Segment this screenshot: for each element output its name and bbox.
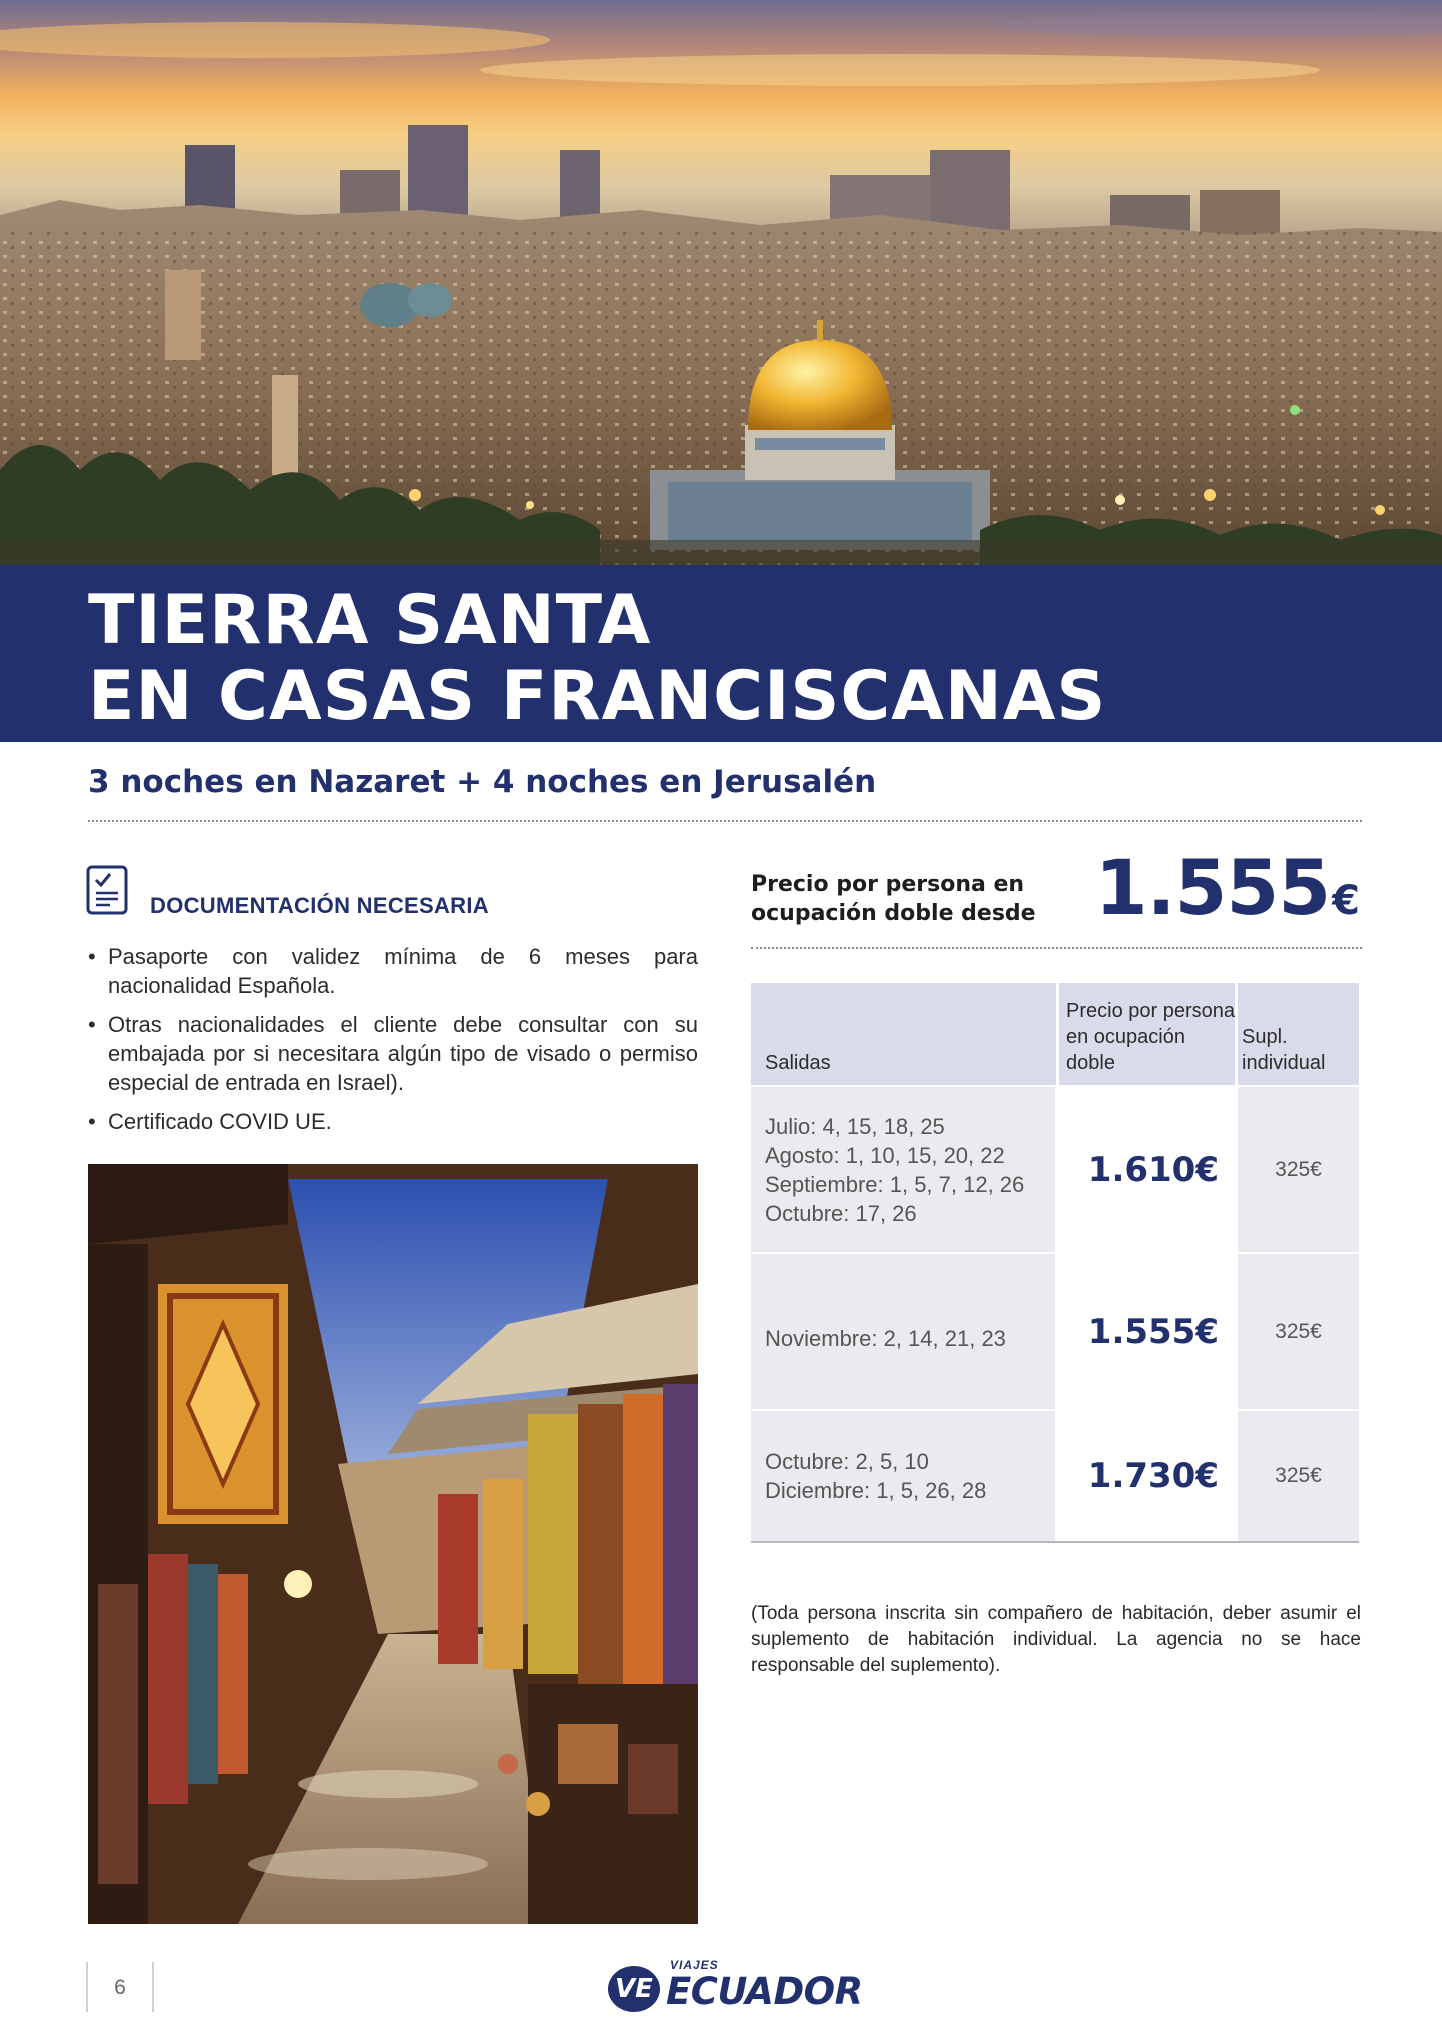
- logo-mark-text: VE: [615, 1974, 653, 2004]
- departure-dates: Diciembre: 1, 5, 26, 28: [765, 1478, 987, 1503]
- row-supplement: 325€: [1275, 1157, 1322, 1181]
- salidas-cell: [751, 1254, 1055, 1409]
- table-row: [751, 1085, 1359, 1252]
- header-suplemento: Supl. individual: [1242, 1026, 1326, 1074]
- row-price: 1.730€: [1087, 1456, 1219, 1496]
- title-band: [0, 565, 1442, 742]
- table-bottom-rule: [751, 1541, 1359, 1543]
- departure-dates: Noviembre: 2, 14, 21, 23: [765, 1326, 1006, 1351]
- page-title-line-2: EN CASAS FRANCISCANAS: [88, 657, 1107, 736]
- price-cell: [1058, 1254, 1235, 1409]
- viajes-ecuador-logo: [608, 1958, 863, 2016]
- documentation-item: • Otras nacionalidades el cliente debe consultar con su embajada por si necesitara algún tipo de visado o permiso especial de entrada en Israel).: [88, 1010, 698, 1097]
- header-precio: Precio por persona en ocupación doble: [1066, 1000, 1235, 1074]
- price-cell: [1058, 1087, 1235, 1252]
- page-number: 6: [114, 1976, 126, 1999]
- column-separator: [1235, 983, 1238, 1085]
- supplement-note: (Toda persona inscrita sin compañero de habitación, deber asumir el suplemento de habitación individual. La agencia no se hace responsable del suplemento).: [751, 1603, 1361, 1676]
- column-separator: [1056, 983, 1059, 1085]
- salidas-cell: [751, 1411, 1055, 1541]
- price-from-currency: €: [1332, 878, 1360, 924]
- table-row: [751, 1409, 1359, 1541]
- page-title-line-1: TIERRA SANTA: [88, 581, 652, 660]
- header-salidas: Salidas: [765, 1052, 831, 1074]
- price-from-number: 1.555: [1094, 843, 1331, 932]
- logo-big-text: ECUADOR: [666, 1970, 863, 2013]
- supplement-cell: [1238, 1254, 1359, 1409]
- documentation-heading: DOCUMENTACIÓN NECESARIA: [150, 893, 489, 918]
- price-table: [751, 983, 1359, 1543]
- logo-mark-icon: [608, 1966, 660, 2012]
- salidas-cell: [751, 1087, 1055, 1252]
- price-cell: [1058, 1411, 1235, 1541]
- table-row: [751, 1252, 1359, 1409]
- departure-dates: Agosto: 1, 10, 15, 20, 22: [765, 1142, 1005, 1168]
- row-price: 1.610€: [1087, 1149, 1219, 1190]
- price-from-label: Precio por persona en ocupación doble desde: [751, 872, 1036, 926]
- departure-dates: Julio: 4, 15, 18, 25: [765, 1113, 945, 1139]
- document-checklist-icon: [86, 865, 128, 915]
- market-photo: [88, 1164, 698, 1924]
- page-number-box: [86, 1962, 154, 2012]
- supplement-cell: [1238, 1087, 1359, 1252]
- documentation-item: • Certificado COVID UE.: [88, 1107, 698, 1136]
- row-price: 1.555€: [1087, 1311, 1219, 1352]
- documentation-item: • Pasaporte con validez mínima de 6 meses para nacionalidad Española.: [88, 942, 698, 1000]
- row-supplement: 325€: [1275, 1319, 1322, 1343]
- departure-dates: Octubre: 2, 5, 10: [765, 1449, 929, 1474]
- market-street-illustration: [88, 1164, 698, 1924]
- jerusalem-skyline-illustration: [0, 0, 1442, 565]
- page-subtitle: 3 noches en Nazaret + 4 noches en Jerusalén: [88, 764, 877, 800]
- departure-dates: Octubre: 17, 26: [765, 1200, 917, 1226]
- divider: [751, 947, 1362, 949]
- supplement-cell: [1238, 1411, 1359, 1541]
- logo-small-text: VIAJES: [670, 1958, 719, 1972]
- price-from-amount: [1094, 843, 1360, 932]
- divider: [88, 820, 1362, 822]
- hero-photo-jerusalem: [0, 0, 1442, 565]
- departure-dates: Septiembre: 1, 5, 7, 12, 26: [765, 1171, 1025, 1197]
- row-supplement: 325€: [1275, 1464, 1322, 1487]
- table-header-row: [751, 983, 1359, 1085]
- documentation-list: [88, 942, 698, 1146]
